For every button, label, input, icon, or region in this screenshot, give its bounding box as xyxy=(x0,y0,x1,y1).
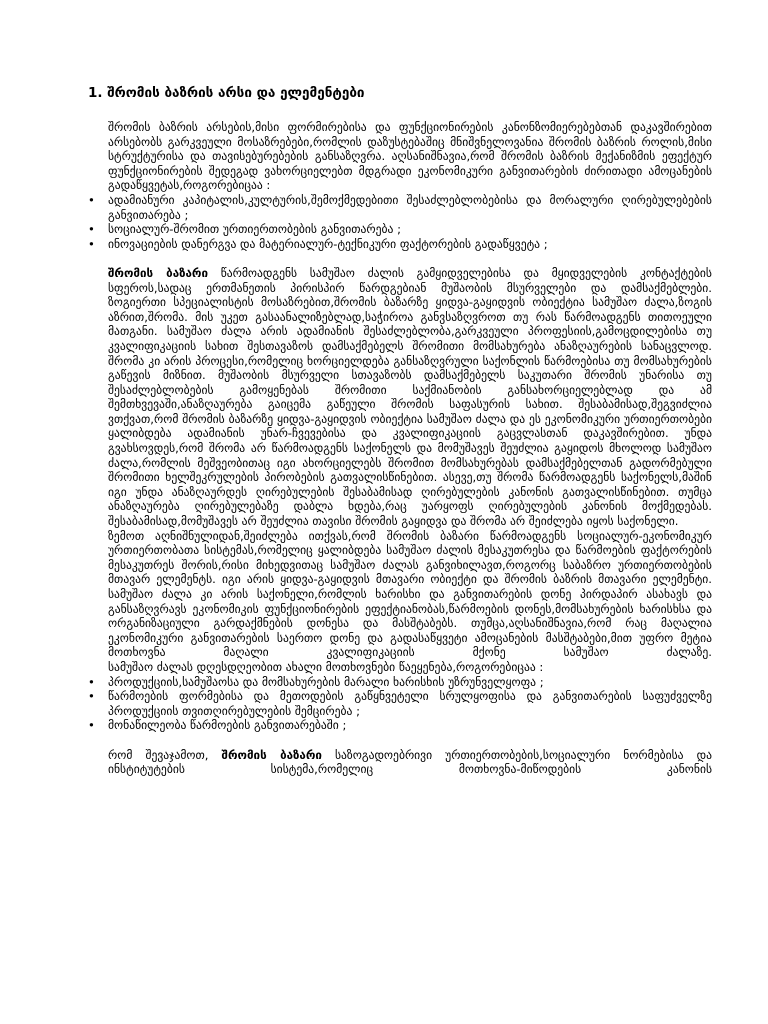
list-item: • სოციალურ-შრომით ურთიერთობების განვითარება ; xyxy=(108,222,712,237)
requirements-list xyxy=(108,675,712,733)
list-item: • მონაწილეობა წარმოების განვითარებაში ; xyxy=(108,718,712,733)
list-item: • ინოვაციების დანერგვა და მატერიალურ-ტექნიკური ფაქტორების გადაწყვეტა ; xyxy=(108,237,712,252)
definition-paragraph xyxy=(108,266,712,295)
body-paragraph: ზოგიერთი სპეციალისტის მოსაზრებით,შრომის ბაზარზე ყიდვა-გაყიდვის ობიექტია სამუშაო ძალა,ზოგის აზრით,შრომა. მის უკეთ გასაანალიზებლად,საჭიროა განვსაზღვროთ თუ რას წარმოადგენს თითოეული მათგანი. სამუშაო ძალა არის ადამიანის შესაძლებლობა,გარკვეული პროფესიის,გამოცდილებისა თუ კვალიფიკაციის სახით შესთავაზოს დამსაქმებელს შრომითი მომსახურება ანაზღაურების სანაცვლოდ. შრომა კი არის პროცესი,რომელიც ხორციელდება განსაზღვრული საქონლის წარმოებისა თუ მომსახურების გაწევის მიზნით. მუშაობის მსურველი სთავაზობს დამსაქმებელს საკუთარი შრომის უნარისა თუ შესაძლებლობების გამოყენებას შრომითი საქმიანობის განსახორციელებლად და ამ შემთხვევაში,ანაზღაურება გაიცემა გაწეული შრომის საფასურის სახით. შესაბამისად,შეგვიძლია ვთქვათ,რომ შრომის ბაზარზე ყიდვა-გაყიდვის ობიექტია სამუშაო ძალა და ეს ეკონომიკური ურთიერთობები ყალიბდება ადამიანის უნარ-ჩვევებისა და კვალიფიკაციის გაცვლასთან დაკავშირებით. უნდა გვახსოვდეს,რომ შრომა არ წარმოადგენს საქონელს და მომუშავეს შეუძლია გაყიდოს მხოლოდ სამუშაო ძალა,რომლის მეშვეობითაც იგი ახორციელებს შრომით მომსახურებას დამსაქმებელთან გადორმებული შრომითი ხელშეკრულების პირობების გათვალისწინებით. ასევე,თუ შრომა წარმოადგენს საქონელს,მაშინ იგი უნდა ანაზღაურდეს ღირებულების შესაბამისად ღირებულების კანონის გათვალისწინებით. თუმცა ანაზღაურება ღირებულებაზე დაბლა ხდება,რაც უარყოფს ღირებულების კანონის მოქმედებას. შესაბამისად,მომუშავეს არ შეუძლია თავისი შრომის გაყიდვა და შრომა არ შეიძლება იყოს საქონელი. xyxy=(108,295,712,529)
body-paragraph-3: სამუშაო ძალას დღესდღეობით ახალი მოთხოვნები წაეყენება,როგორებიცაა : xyxy=(108,659,544,674)
closing-term: შრომის ბაზარი xyxy=(221,747,322,762)
document-body xyxy=(108,120,712,777)
list-item: • პროდუქციის,სამუშაოსა და მომსახურების მარალი ხარისხის უზრუნველყოფა ; xyxy=(108,675,712,690)
list-item: • წარმოების ფორმებისა და მეთოდების გაწყნვეტელი სრულყოფისა და განვითარების საფუძველზე პროდუქციის თვითღირებულების შემცირება ; xyxy=(108,689,712,718)
closing-text: საზოგადოებრივი ურთიერთობების,სოციალური ნორმებისა და ინსტიტუტების სისტემა,რომელიც მოთხოვნა-მიწოდების კანონის xyxy=(108,747,712,777)
body-paragraph-2: ზემოთ აღნიშნულიდან,შეიძლება ითქვას,რომ შრომის ბაზარი წარმოადგენს სოციალურ-ეკონომიკურ ურთიერთობათა სისტემას,რომელიც ყალიბდება სამუშაო ძალის მესაკუთრესა და წარმოების ფაქტორების მესაკუთრეს შორის,რისი მიხედვითაც სამუშაო ძალას განვიხილავთ,როგორც საბაზრო ურთიერთობების მთავარ ელემენტს. იგი არის ყიდვა-გაყიდვის მთავარი ობიექტი და შრომის ბაზრის მთავარი ელემენტი. სამუშაო ძალა კი არის საქონელი,რომლის ხარისხი და განვითარების დონე პირდაპირ ასახავს და განსაზღვრავს ეკონომიკის ფუნქციონირების ეფექტიანობას,წარმოების დონეს,მომსახურების ხარისხსა და ორგანიზაციული გარდაქმნების დონესა და მასშტაბებს. თუმცა,აღსანიშნავია,რომ რაც მაღალია ეკონომიკური განვითარების საერთო დონე და გადასაწყვეტი ამოცანების მასშტაბები,მით უფრო მეტია მოთხოვნა მაღალი კვალიფიკაციის მქონე სამუშაო ძალაზე. xyxy=(108,528,712,660)
definition-term: შრომის ბაზარი xyxy=(108,265,208,280)
definition-text: წარმოადგენს სამუშაო ძალის გამყიდველებისა და მყიდველების კონტაქტების სფეროს,სადაც ერთმანეთის პირისპირ წარდგებიან მუშაობის მსურველები და დამსაქმებლები. xyxy=(108,265,712,295)
intro-paragraph: შრომის ბაზრის არსების,მისი ფორმირებისა და ფუნქციონირების კანონზომიერებებთან დაკავშირებით არსებობს გარკვეული მოსაზრებები,რომლის დაზუსტებაშიც მნიშვნელოვანია შრომის ბაზრის როლის,მისი სტრუქტურისა და თავისებურებების განსაზღვრა. აღსანიშნავია,რომ შრომის ბაზრის მექანიზმის ეფექტურ ფუნქციონირების შედეგად ვახორციელებთ მდგრადი ეკონომიკური განვითარების ძირითადი ამოცანების გადაწყვეტას,როგორებიცაა : xyxy=(108,120,712,193)
closing-paragraph xyxy=(108,748,712,777)
list-item: • ადამიანური კაპიტალის,კულტურის,შემოქმედებითი შესაძლებლობებისა და მორალური ღირებულებების განვითარება ; xyxy=(108,193,712,222)
section-heading: 1. შრომის ბაზრის არსი და ელემენტები xyxy=(88,85,365,101)
goals-list xyxy=(108,193,712,251)
closing-lead: რომ შევაჯამოთ, xyxy=(108,747,222,762)
